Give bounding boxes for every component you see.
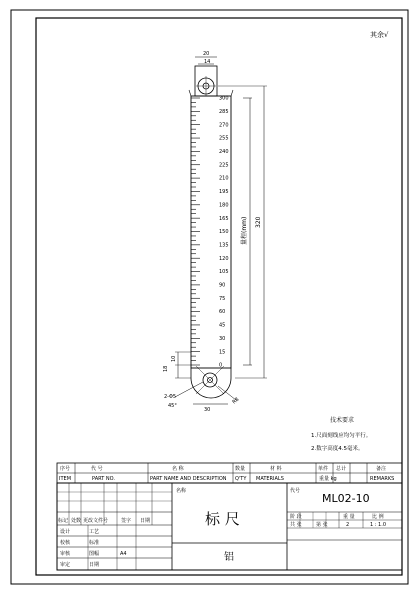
radius-callout [218,386,240,406]
scale-label: 225 [219,162,229,169]
bom-h-cn-0: 序号 [60,466,71,472]
tb-role-design: 设计 [60,529,71,535]
tb-label-sign: 签字 [121,518,132,524]
drawing-number: ML02-10 [322,492,370,505]
bom-h-en-3: Q'TY [235,476,247,482]
range-label: 量程(mm) [241,216,248,245]
scale-label: 240 [219,149,229,155]
scale-label: 90 [219,282,226,289]
scale-label: 255 [219,135,229,142]
scale-label: 105 [219,269,229,276]
bottom-width-dimension [193,404,228,413]
dim-hole: 2-Φ5 [164,394,177,400]
bom-h-cn-1: 代 号 [91,466,103,472]
scale-label: 195 [219,189,229,196]
tb-label-mark: 标记 [58,518,69,524]
dim-top-inner: 14 [204,59,211,65]
tb-weight: 重 量 [343,514,355,520]
scale-label: 60 [219,309,226,316]
tb-role2-size: 图幅 [89,551,100,557]
scale-label: 165 [219,215,229,222]
dim-length: 320 [255,216,262,228]
tech-req-item-1: 1.尺面刻线应均匀平行。 [311,433,372,439]
tb-sheet-no: 第 张 [316,522,328,528]
scale-label: 0 [219,362,223,369]
tb-sheets-total: 共 张 [290,522,302,528]
ruler-top-tab [195,66,217,96]
scale-label: 210 [219,175,229,182]
bom-h-en-7: REMARKS [370,476,395,482]
scale-label: 270 [219,122,229,129]
tech-req-title: 技术要求 [330,417,355,424]
scale-label: 135 [219,242,229,249]
tb-weight-value: 2 [346,522,350,528]
dim-offset-b: 18 [163,365,169,372]
tb-label-changeno: 更改文件号 [83,518,109,524]
tb-code-prefix: 代号 [290,488,301,494]
dim-bottom-width: 30 [204,407,211,413]
roughness-note: 其余√ [370,31,389,39]
tb-stage: 阶 段 [290,514,302,520]
dim-radius: R8 [231,396,241,406]
tb-role2-standard: 标准 [89,540,100,546]
bom-h-en-1: PART NO. [92,476,115,482]
scale-ticks [191,96,229,369]
dim-offset-a: 10 [171,355,177,362]
tech-requirements [311,416,371,452]
dim-top-width: 20 [203,51,210,57]
tb-scale-value: 1 : 1.0 [370,522,386,528]
bom-h-cn-2: 名 称 [172,466,184,472]
tb-role-check: 校核 [60,540,71,546]
bom-h-en-2: PART NAME AND DESCRIPTION [150,476,227,482]
scale-label: 180 [219,202,229,209]
bom-h-en-4: MATERIALS [256,476,284,482]
tb-label-count: 处数 [71,518,82,524]
dim-angle: 45° [168,403,177,409]
bom-h-cn-4: 材 料 [270,466,282,472]
top-dimension [195,51,217,65]
tb-label-date: 日期 [140,518,151,524]
bom-h-cn-3: 数量 [235,466,246,472]
scale-label: 15 [219,349,226,356]
scale-label: 150 [219,229,229,236]
tb-name-prefix: 名称 [176,488,187,494]
scale-label: 30 [219,335,226,342]
scale-label: 300 [219,95,229,102]
bom-h-en-0: ITEM [59,476,72,482]
bom-h-cn-7: 备注 [376,466,387,472]
scale-label: 75 [219,295,226,302]
scale-label: 120 [219,255,229,262]
range-dimension [240,98,252,365]
tb-role-review: 审核 [60,551,71,557]
ruler-bottom-pivot [191,366,231,398]
scale-label: 285 [219,108,229,115]
scale-label: 45 [219,322,226,329]
tb-role2-process: 工艺 [89,529,100,535]
tb-scale: 比 例 [372,514,384,520]
tb-role2-date: 日期 [89,562,100,568]
ruler-body [189,90,233,369]
bom-h-cn-6: 总计 [336,466,347,472]
hole-callout [164,382,203,409]
tb-paper-size: A4 [120,551,127,557]
part-name: 标 尺 [205,510,240,528]
bom-h-en-6: 重量 kg [319,476,337,482]
bom-h-cn-5: 单件 [318,466,329,472]
tb-role-approve: 审定 [60,562,71,568]
left-dimensions [163,352,191,378]
tech-req-item-2: 2.数字高度4.5毫米。 [311,446,364,452]
part-material: 铝 [224,552,234,563]
